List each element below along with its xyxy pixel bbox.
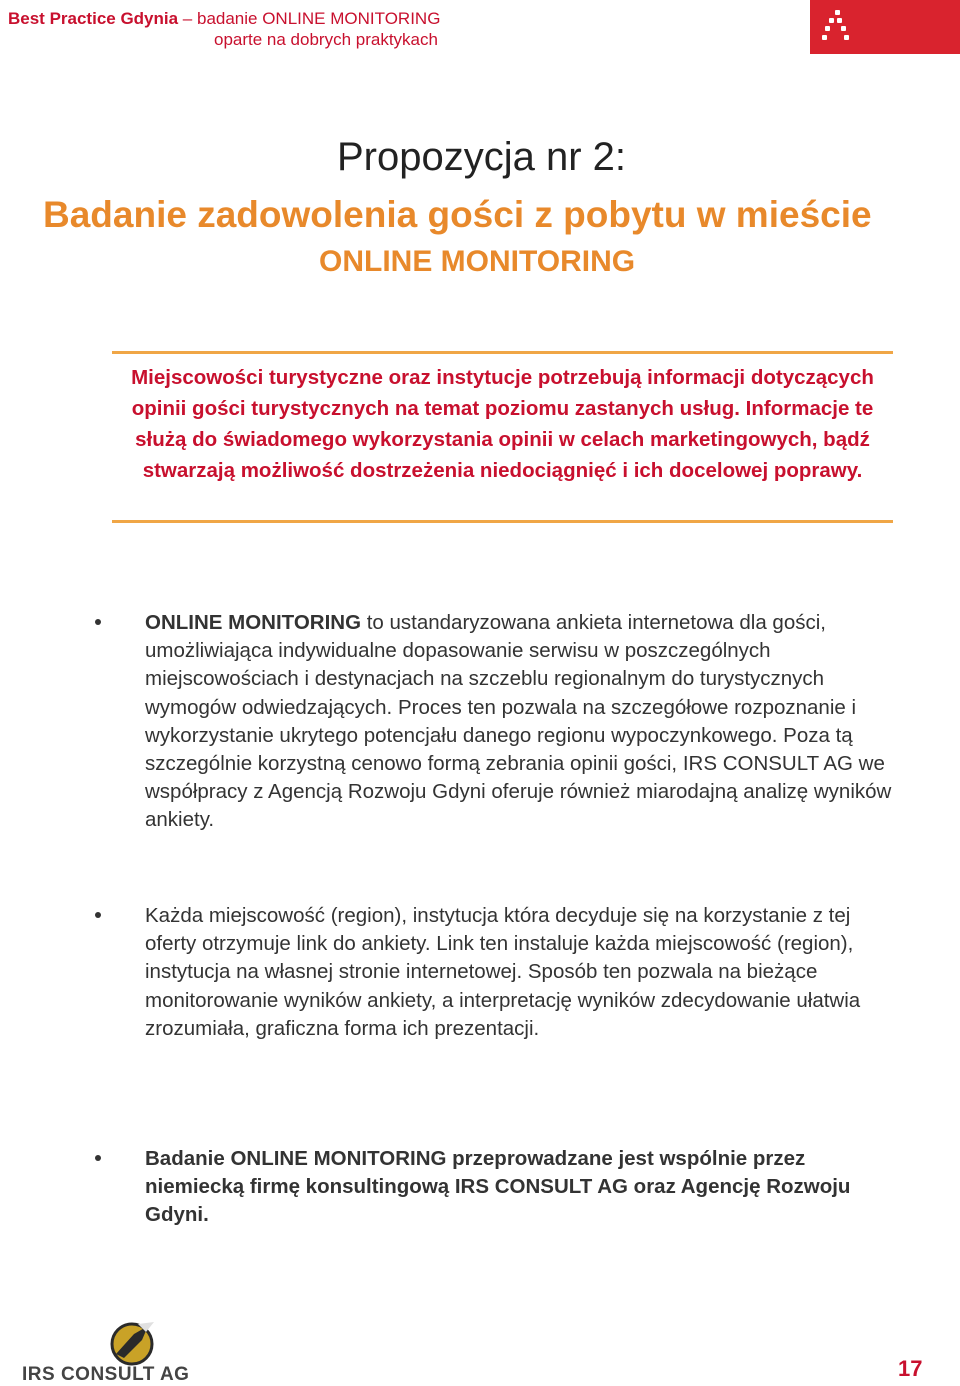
- dotted-logo-icon: [810, 0, 960, 54]
- irs-consult-emblem-icon: [108, 1320, 158, 1366]
- bullet-icon: [95, 1155, 101, 1161]
- company-logo-text: IRS CONSULT AG: [22, 1364, 190, 1385]
- page-subtitle: Badanie zadowolenia gości z pobytu w mieście: [43, 194, 872, 235]
- list-item-lead: ONLINE MONITORING: [145, 611, 362, 634]
- header-brand-line1: badanie ONLINE MONITORING: [196, 9, 441, 28]
- header-brand-dash: –: [178, 9, 197, 28]
- header-brand: [8, 8, 440, 29]
- company-logo: [22, 1318, 190, 1386]
- header-brand-line2: oparte na dobrych praktykach: [214, 30, 438, 49]
- list-item-text: [145, 609, 900, 835]
- bullet-icon: [95, 619, 101, 625]
- divider-bottom: [112, 520, 893, 523]
- header-brand-name: Best Practice Gdynia: [8, 9, 179, 28]
- logo-dot: [835, 10, 840, 15]
- page-subtitle-product: ONLINE MONITORING: [319, 245, 636, 278]
- page-number: 17: [898, 1356, 923, 1381]
- logo-dot: [841, 26, 846, 31]
- logo-dot: [844, 35, 849, 40]
- page-title: Propozycja nr 2:: [337, 135, 627, 179]
- list-item-body: Badanie ONLINE MONITORING przeprowadzane jest wspólnie przez niemiecką firmę konsultingową IRS CONSULT AG oraz Agencję Rozwoju Gdyni.: [145, 1147, 851, 1227]
- bullet-icon: [95, 912, 101, 918]
- list-item-body: Każda miejscowość (region), instytucja która decyduje się na korzystanie z tej oferty otrzymuje link do ankiety. Link ten instaluje każda miejscowość (region), instytucja na własnej stronie internetowej. Sposób ten pozwala na bieżące monitorowanie wyników ankiety, a interpretację wyników zdecydowanie ułatwia zrozumiała, graficzna forma ich prezentacji.: [145, 904, 861, 1040]
- logo-dot: [825, 26, 830, 31]
- intro-paragraph: Miejscowości turystyczne oraz instytucje potrzebują informacji dotyczących opinii gości turystycznych na temat poziomu zastanych usług. Informacje te służą do świadomego wykorzystania opinii w celach marketingowych, bądź stwarzają możliwość dostrzeżenia niedociągnięć i ich docelowej poprawy.: [131, 366, 874, 482]
- list-item-body: to ustandaryzowana ankieta internetowa dla gości, umożliwiająca indywidualne dopasowanie serwisu w poszczególnych miejscowościach i destynacjach na szczeblu regionalnym do turystycznych wymogów odwiedzających. Proces ten pozwala na szczegółowe rozpoznanie i wykorzystanie ukrytego potencjału danego regionu wypoczynkowego. Poza tą szczególnie korzystną cenowo formą zebrania opinii gości, IRS CONSULT AG we współpracy z Agencją Rozwoju Gdyni oferuje również miarodajną analizę wyników ankiety.: [145, 611, 892, 832]
- logo-dot: [829, 18, 834, 23]
- logo-dot: [822, 35, 827, 40]
- logo-dot: [837, 18, 842, 23]
- divider-top: [112, 351, 893, 354]
